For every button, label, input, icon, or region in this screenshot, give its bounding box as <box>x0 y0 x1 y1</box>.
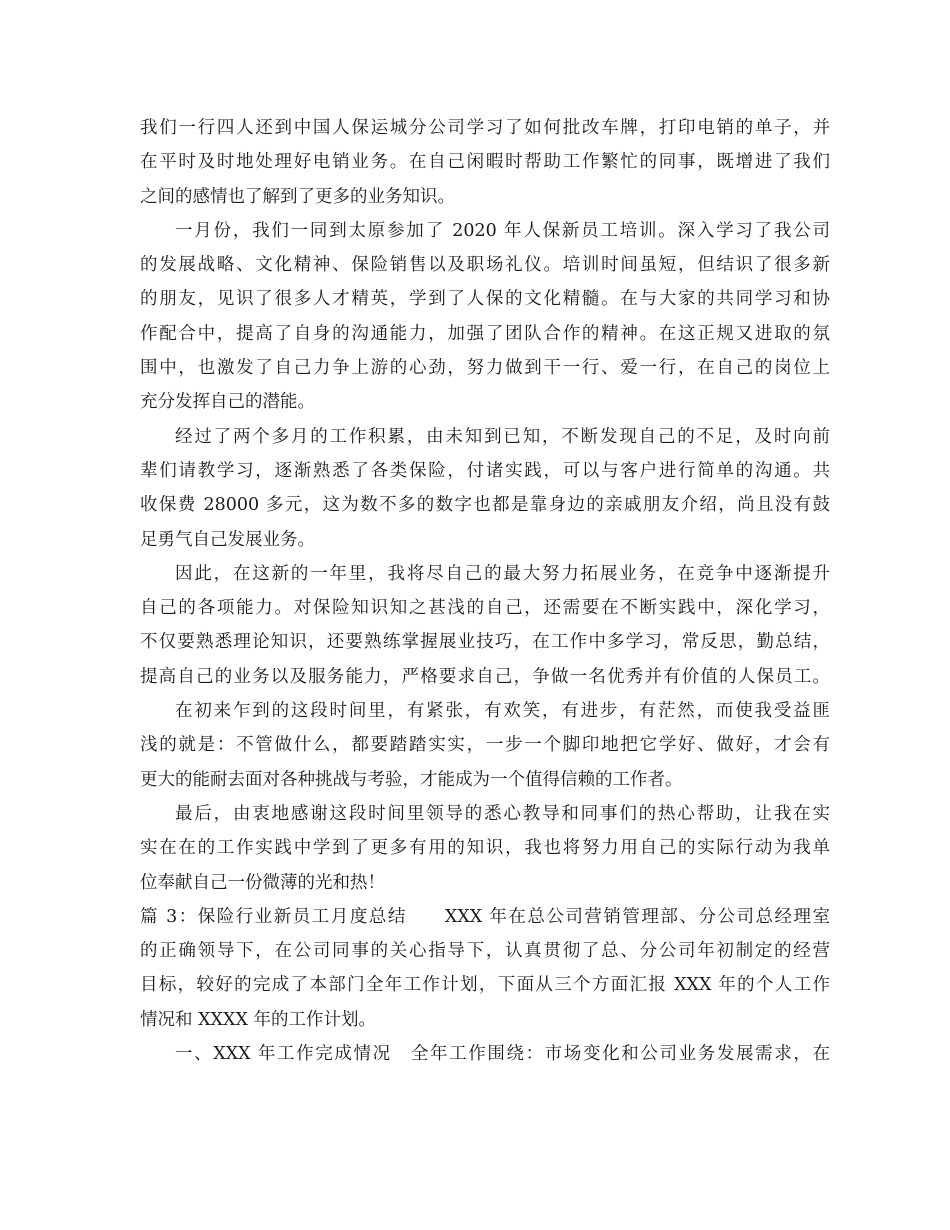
text-line: 的正确领导下，在公司同事的关心指导下，认真贯彻了总、分公司年初制定的经营 <box>140 941 830 962</box>
section-heading-line: 篇 3：保险行业新员工月度总结 XXX 年在总公司营销管理部、分公司总经理室 <box>140 906 830 927</box>
document-body <box>140 111 830 1071</box>
text-line: 浅的就是：不管做什么，都要踏踏实实，一步一个脚印地把它学好、做好，才会有 <box>140 735 830 756</box>
text-line: 足勇气自己发展业务。 <box>140 529 315 550</box>
text-line: 我们一行四人还到中国人保运城分公司学习了如何批改车牌，打印电销的单子，并 <box>140 118 830 138</box>
text-line: 充分发挥自己的潜能。 <box>140 392 315 413</box>
text-line: 之间的感情也了解到了更多的业务知识。 <box>140 186 455 207</box>
text-line: 提高自己的业务以及服务能力，严格要求自己，争做一名优秀并有价值的人保员工。 <box>140 666 830 687</box>
text-line: 辈们请教学习，逐渐熟悉了各类保险，付诸实践，可以与客户进行简单的沟通。共 <box>140 460 830 481</box>
text-line: 目标，较好的完成了本部门全年工作计划，下面从三个方面汇报 XXX 年的个人工作 <box>140 975 830 996</box>
text-line: 的发展战略、文化精神、保险销售以及职场礼仪。培训时间虽短，但结识了很多新 <box>140 255 830 276</box>
text-line: 自己的各项能力。对保险知识知之甚浅的自己，还需要在不断实践中，深化学习， <box>140 598 830 619</box>
text-line: 位奉献自己一份微薄的光和热！ <box>140 872 385 893</box>
text-line: 不仅要熟悉理论知识，还要熟练掌握展业技巧，在工作中多学习，常反思，勤总结， <box>140 632 830 653</box>
paragraph-first-line: 在初来乍到的这段时间里，有紧张，有欢笑，有进步，有茫然，而使我受益匪 <box>175 701 830 722</box>
paragraph-first-line: 因此，在这新的一年里，我将尽自己的最大努力拓展业务，在竞争中逐渐提升 <box>175 563 830 584</box>
paragraph-first-line: 一月份，我们一同到太原参加了 2020 年人保新员工培训。深入学习了我公司 <box>175 220 830 241</box>
paragraph-first-line: 经过了两个多月的工作积累，由未知到已知，不断发现自己的不足，及时向前 <box>175 426 830 447</box>
text-line: 在平时及时地处理好电销业务。在自己闲暇时帮助工作繁忙的同事，既增进了我们 <box>140 152 830 173</box>
text-line: 收保费 28000 多元，这为数不多的数字也都是靠身边的亲戚朋友介绍，尚且没有鼓 <box>140 495 830 516</box>
paragraph-first-line: 一、XXX 年工作完成情况 全年工作围绕：市场变化和公司业务发展需求，在 <box>175 1044 830 1065</box>
paragraph-first-line: 最后，由衷地感谢这段时间里领导的悉心教导和同事们的热心帮助，让我在实 <box>175 803 830 824</box>
text-line: 更大的能耐去面对各种挑战与考验，才能成为一个值得信赖的工作者。 <box>140 769 683 790</box>
text-line: 围中，也激发了自己力争上游的心劲，努力做到干一行、爱一行，在自己的岗位上 <box>140 358 830 379</box>
text-line: 作配合中，提高了自身的沟通能力，加强了团队合作的精神。在这正规又进取的氛 <box>140 323 830 344</box>
text-line: 情况和 XXXX 年的工作计划。 <box>140 1009 376 1030</box>
text-line: 实在在的工作实践中学到了更多有用的知识，我也将努力用自己的实际行动为我单 <box>140 838 830 859</box>
text-line: 的朋友，见识了很多人才精英，学到了人保的文化精髓。在与大家的共同学习和协 <box>140 289 830 310</box>
